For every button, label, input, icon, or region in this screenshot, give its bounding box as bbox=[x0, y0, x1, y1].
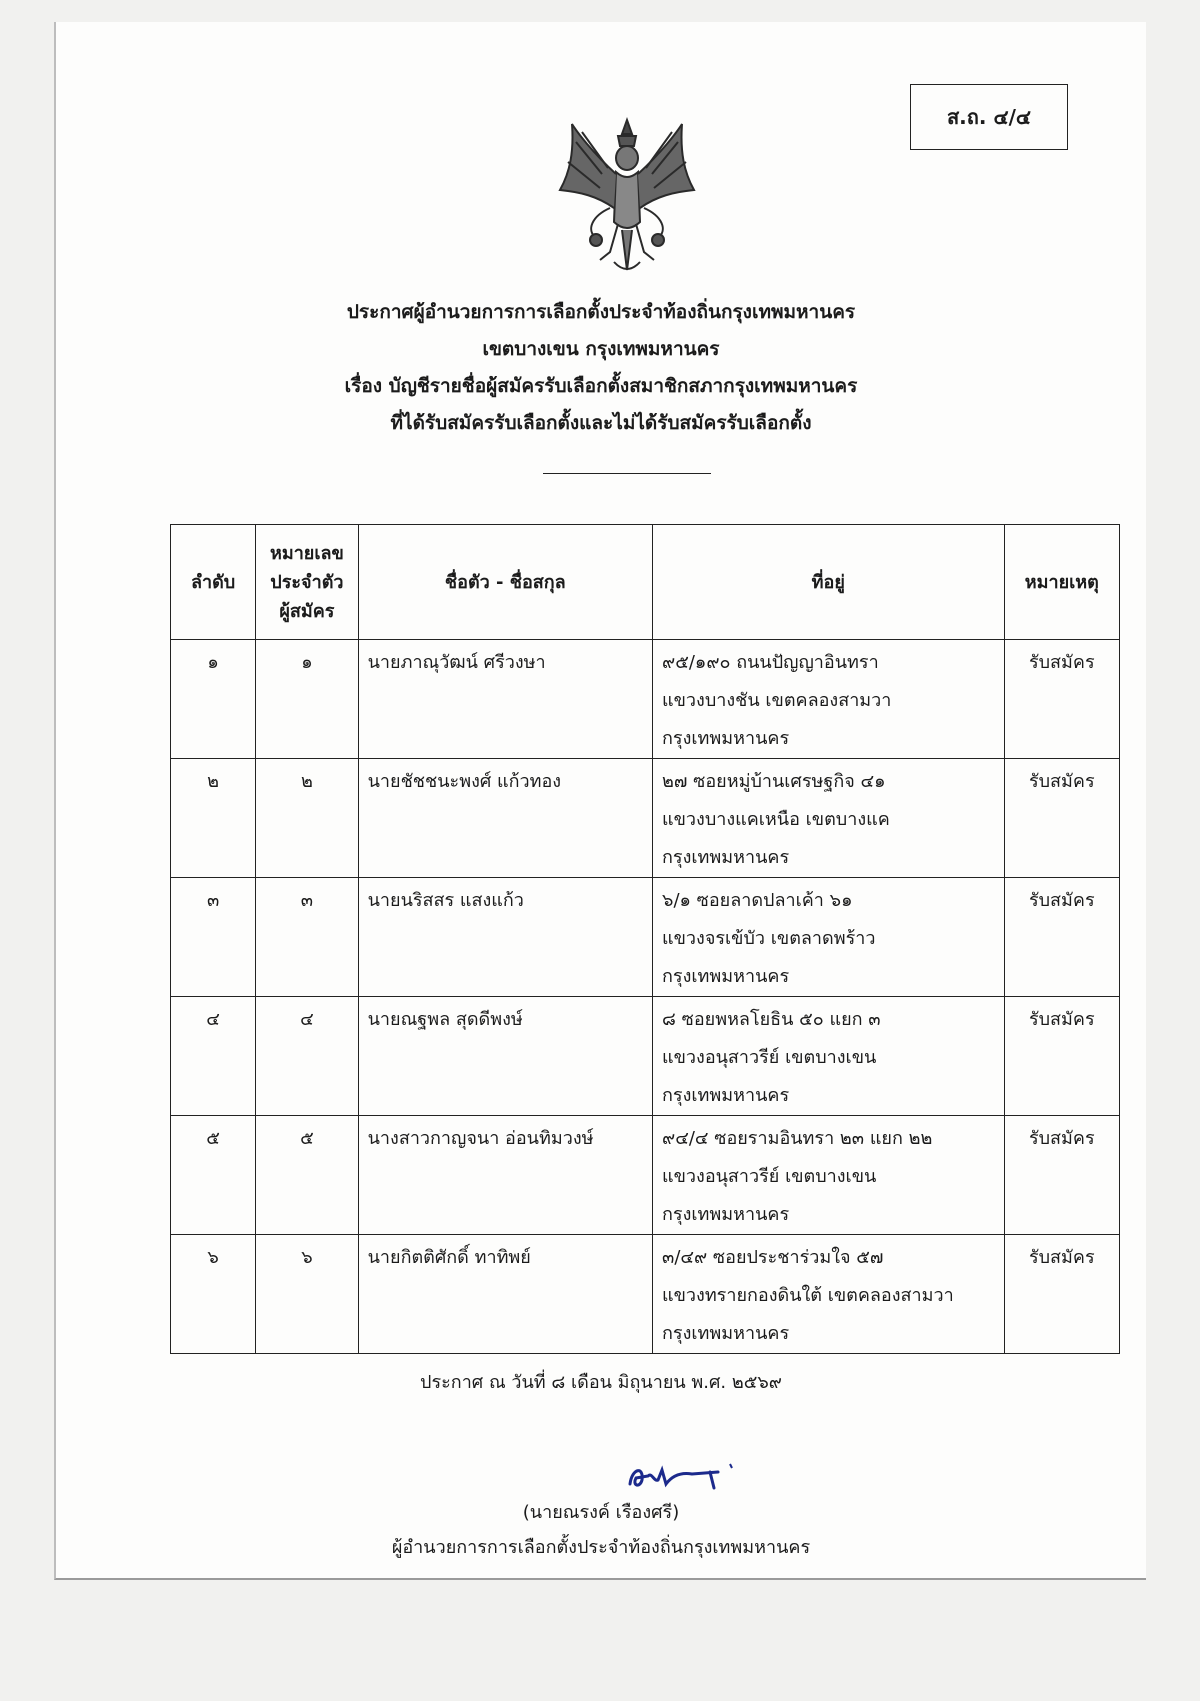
title-line-4: ที่ได้รับสมัครรับเลือกตั้งและไม่ได้รับสมัครรับเลือกตั้ง bbox=[390, 412, 812, 434]
address-line: ๙๔/๔ ซอยรามอินทรา ๒๓ แยก ๒๒ bbox=[662, 1128, 933, 1149]
address-line: แขวงจรเข้บัว เขตลาดพร้าว bbox=[662, 928, 876, 949]
cell-candidate-number: ๔ bbox=[256, 997, 358, 1116]
table-row bbox=[171, 1116, 1120, 1235]
address-line: กรุงเทพมหานคร bbox=[662, 728, 790, 749]
cell-candidate-number: ๖ bbox=[256, 1235, 358, 1354]
address-line: ๖/๑ ซอยลาดปลาเค้า ๖๑ bbox=[662, 890, 853, 911]
cell-candidate-number: ๑ bbox=[256, 640, 358, 759]
column-header-name: ชื่อตัว - ชื่อสกุล bbox=[358, 525, 652, 640]
address-line: แขวงอนุสาวรีย์ เขตบางเขน bbox=[662, 1047, 877, 1068]
address-line: ๘ ซอยพหลโยธิน ๕๐ แยก ๓ bbox=[662, 1009, 881, 1030]
address-line: กรุงเทพมหานคร bbox=[662, 847, 790, 868]
garuda-emblem-icon bbox=[552, 112, 702, 282]
title-divider bbox=[543, 473, 711, 474]
address-line: ๙๕/๑๙๐ ถนนปัญญาอินทรา bbox=[662, 652, 879, 673]
address-line: กรุงเทพมหานคร bbox=[662, 1204, 790, 1225]
cell-order: ๕ bbox=[171, 1116, 256, 1235]
address-line: กรุงเทพมหานคร bbox=[662, 1323, 790, 1344]
address-line: แขวงอนุสาวรีย์ เขตบางเขน bbox=[662, 1166, 877, 1187]
address-line: แขวงบางชัน เขตคลองสามวา bbox=[662, 690, 892, 711]
announcement-title bbox=[56, 294, 1146, 442]
address-line: แขวงบางแคเหนือ เขตบางแค bbox=[662, 809, 890, 830]
cell-order: ๓ bbox=[171, 878, 256, 997]
address-line: ๒๗ ซอยหมู่บ้านเศรษฐกิจ ๔๑ bbox=[662, 771, 886, 792]
cell-name: นายชัชชนะพงศ์ แก้วทอง bbox=[358, 759, 652, 878]
address-line: แขวงทรายกองดินใต้ เขตคลองสามวา bbox=[662, 1285, 954, 1306]
cell-order: ๖ bbox=[171, 1235, 256, 1354]
signer-name: (นายณรงค์ เรืองศรี) bbox=[522, 1502, 680, 1523]
cell-address bbox=[653, 759, 1005, 878]
table-row bbox=[171, 640, 1120, 759]
table-header-row bbox=[171, 525, 1120, 640]
column-header-candidate-number bbox=[256, 525, 358, 640]
cell-remark: รับสมัคร bbox=[1004, 997, 1119, 1116]
cell-address bbox=[653, 878, 1005, 997]
candidate-table bbox=[170, 524, 1120, 1354]
cell-remark: รับสมัคร bbox=[1004, 640, 1119, 759]
column-header-order: ลำดับ bbox=[171, 525, 256, 640]
document-page bbox=[54, 22, 1146, 1580]
form-code: ส.ถ. ๔/๔ bbox=[946, 105, 1032, 129]
cell-name: นางสาวกาญจนา อ่อนทิมวงษ์ bbox=[358, 1116, 652, 1235]
column-header-remark: หมายเหตุ bbox=[1004, 525, 1119, 640]
cell-remark: รับสมัคร bbox=[1004, 759, 1119, 878]
column-header-line: ผู้สมัคร bbox=[279, 600, 335, 622]
title-line-1: ประกาศผู้อำนวยการการเลือกตั้งประจำท้องถิ่นกรุงเทพมหานคร bbox=[346, 301, 856, 323]
cell-order: ๑ bbox=[171, 640, 256, 759]
table-row bbox=[171, 878, 1120, 997]
table-row bbox=[171, 759, 1120, 878]
cell-name: นายกิตติศักดิ์ ทาทิพย์ bbox=[358, 1235, 652, 1354]
cell-address bbox=[653, 1235, 1005, 1354]
table-row bbox=[171, 1235, 1120, 1354]
address-line: กรุงเทพมหานคร bbox=[662, 1085, 790, 1106]
title-line-2: เขตบางเขน กรุงเทพมหานคร bbox=[482, 338, 720, 360]
cell-candidate-number: ๒ bbox=[256, 759, 358, 878]
cell-candidate-number: ๓ bbox=[256, 878, 358, 997]
cell-name: นายณฐพล สุดดีพงษ์ bbox=[358, 997, 652, 1116]
cell-address bbox=[653, 640, 1005, 759]
cell-order: ๒ bbox=[171, 759, 256, 878]
column-header-line: หมายเลข bbox=[269, 542, 344, 564]
form-code-box bbox=[910, 84, 1068, 150]
cell-address bbox=[653, 997, 1005, 1116]
cell-name: นายภาณุวัฒน์ ศรีวงษา bbox=[358, 640, 652, 759]
address-line: ๓/๔๙ ซอยประชาร่วมใจ ๕๗ bbox=[662, 1247, 884, 1268]
cell-remark: รับสมัคร bbox=[1004, 1235, 1119, 1354]
cell-remark: รับสมัคร bbox=[1004, 878, 1119, 997]
title-line-3: เรื่อง บัญชีรายชื่อผู้สมัครรับเลือกตั้งสมาชิกสภากรุงเทพมหานคร bbox=[344, 375, 858, 397]
handwritten-signature bbox=[622, 1454, 742, 1496]
address-line: กรุงเทพมหานคร bbox=[662, 966, 790, 987]
announcement-date: ประกาศ ณ วันที่ ๘ เดือน มิถุนายน พ.ศ. ๒๕๖๙ bbox=[420, 1372, 782, 1393]
column-header-address: ที่อยู่ bbox=[653, 525, 1005, 640]
signer-title: ผู้อำนวยการการเลือกตั้งประจำท้องถิ่นกรุงเทพมหานคร bbox=[391, 1537, 811, 1558]
column-header-line: ประจำตัว bbox=[270, 571, 344, 593]
table-row bbox=[171, 997, 1120, 1116]
cell-remark: รับสมัคร bbox=[1004, 1116, 1119, 1235]
cell-candidate-number: ๕ bbox=[256, 1116, 358, 1235]
cell-name: นายนริสสร แสงแก้ว bbox=[358, 878, 652, 997]
cell-address bbox=[653, 1116, 1005, 1235]
cell-order: ๔ bbox=[171, 997, 256, 1116]
